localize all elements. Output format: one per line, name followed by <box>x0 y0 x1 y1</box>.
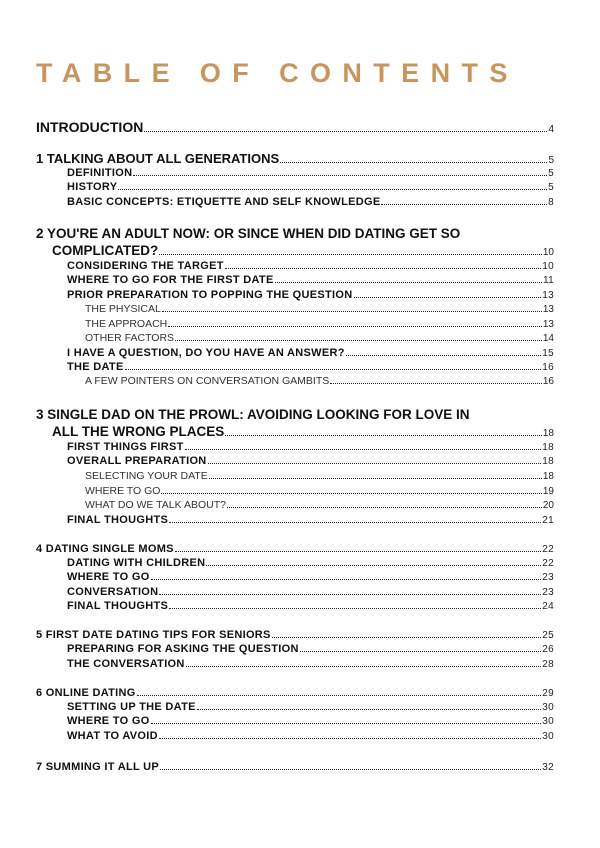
toc-entry-other-factors[interactable] <box>85 333 554 344</box>
toc-entry-label: 4 DATING SINGLE MOMS <box>36 543 174 555</box>
toc-entry-final-thoughts[interactable] <box>67 515 554 526</box>
dot-leader <box>381 204 547 205</box>
dot-leader <box>186 666 542 667</box>
dot-leader <box>159 594 541 595</box>
toc-entry-where-to-go[interactable] <box>85 486 554 497</box>
dot-leader <box>272 637 542 638</box>
toc-page-number: 10 <box>542 247 554 258</box>
dot-leader <box>300 651 542 652</box>
dot-leader <box>280 162 547 163</box>
toc-entry-few-pointers[interactable] <box>85 376 554 387</box>
dot-leader <box>227 507 542 508</box>
toc-entry-label: SELECTING YOUR DATE <box>85 470 208 482</box>
dot-leader <box>137 695 542 696</box>
toc-page-number: 18 <box>542 428 554 439</box>
toc-entry-label: INTRODUCTION <box>36 119 144 135</box>
toc-page-number: 18 <box>542 442 554 453</box>
toc-entry-label: WHERE TO GO FOR THE FIRST DATE <box>67 274 274 286</box>
dot-leader <box>275 282 542 283</box>
dot-leader <box>125 369 542 370</box>
toc-entry-chapter-5[interactable] <box>36 630 554 641</box>
toc-page-number: 18 <box>542 456 554 467</box>
dot-leader <box>175 340 542 341</box>
toc-entry-final-thoughts[interactable] <box>67 601 554 612</box>
toc-page-number: 18 <box>542 471 554 482</box>
toc-entry-chapter-7[interactable] <box>36 762 554 773</box>
dot-leader <box>209 478 542 479</box>
toc-entry-label: A FEW POINTERS ON CONVERSATION GAMBITS <box>85 375 330 387</box>
dot-leader <box>144 131 547 132</box>
toc-page-number: 32 <box>542 762 554 773</box>
dot-leader <box>354 297 542 298</box>
toc-entry-label: CONVERSATION <box>67 586 159 598</box>
toc-page-number: 16 <box>542 376 554 387</box>
toc-entry-dating-with-children[interactable] <box>67 558 554 569</box>
toc-entry-conversation[interactable] <box>67 587 554 598</box>
toc-page-number: 15 <box>542 348 554 359</box>
toc-entry-the-physical[interactable] <box>85 304 554 315</box>
toc-page-number: 24 <box>542 601 554 612</box>
toc-entry-label: WHERE TO GO <box>67 715 150 727</box>
toc-page-number: 10 <box>542 261 554 272</box>
toc-entry-label: WHERE TO GO <box>85 485 161 497</box>
toc-entry-where-to-go[interactable] <box>67 716 554 727</box>
toc-entry-label: FINAL THOUGHTS <box>67 514 169 526</box>
toc-entry-the-approach[interactable] <box>85 319 554 330</box>
toc-entry-setting-up-the-date[interactable] <box>67 702 554 713</box>
dot-leader <box>159 738 541 739</box>
toc-page-number: 23 <box>542 572 554 583</box>
toc-entry-definition[interactable] <box>67 168 554 179</box>
toc-entry-where-to-go[interactable] <box>67 572 554 583</box>
toc-page-number: 4 <box>548 124 554 135</box>
toc-page-number: 13 <box>542 290 554 301</box>
toc-chapter-2-heading-line: 2 YOU'RE AN ADULT NOW: OR SINCE WHEN DID DATING GET SO <box>36 226 461 241</box>
toc-entry-considering-target[interactable] <box>67 261 554 272</box>
dot-leader <box>162 311 542 312</box>
toc-page-number: 11 <box>543 275 554 286</box>
toc-entry-what-to-avoid[interactable] <box>67 731 554 742</box>
dot-leader <box>168 326 542 327</box>
dot-leader <box>225 435 542 436</box>
toc-page-number: 26 <box>542 644 554 655</box>
dot-leader <box>330 383 542 384</box>
toc-entry-label: FIRST THINGS FIRST <box>67 441 184 453</box>
toc-entry-preparing-for-asking[interactable] <box>67 644 554 655</box>
toc-entry-label: WHAT DO WE TALK ABOUT? <box>85 499 226 511</box>
toc-page-number: 28 <box>542 659 554 670</box>
toc-entry-chapter-4[interactable] <box>36 544 554 555</box>
toc-page-number: 25 <box>542 630 554 641</box>
toc-entry-label: CONSIDERING THE TARGET <box>67 260 224 272</box>
toc-page-number: 5 <box>548 168 554 179</box>
toc-entry-label: DEFINITION <box>67 167 133 179</box>
dot-leader <box>175 551 541 552</box>
toc-entry-label: WHERE TO GO <box>67 571 150 583</box>
toc-entry-label: I HAVE A QUESTION, DO YOU HAVE AN ANSWER? <box>67 347 345 359</box>
dot-leader <box>159 254 542 255</box>
toc-entry-selecting-your-date[interactable] <box>85 471 554 482</box>
toc-entry-label: PREPARING FOR ASKING THE QUESTION <box>67 643 299 655</box>
toc-entry-first-things-first[interactable] <box>67 442 554 453</box>
toc-entry-chapter-1[interactable] <box>36 152 554 166</box>
toc-entry-label: THE PHYSICAL <box>85 303 161 315</box>
toc-entry-the-conversation[interactable] <box>67 659 554 670</box>
toc-entry-label: FINAL THOUGHTS <box>67 600 169 612</box>
toc-page-number: 13 <box>542 304 554 315</box>
dot-leader <box>225 268 542 269</box>
toc-page-number: 30 <box>542 702 554 713</box>
toc-page-number: 20 <box>542 500 554 511</box>
toc-entry-label: SETTING UP THE DATE <box>67 701 196 713</box>
dot-leader <box>133 175 547 176</box>
dot-leader <box>161 493 541 494</box>
toc-page-number: 22 <box>542 544 554 555</box>
toc-page-number: 5 <box>548 182 554 193</box>
toc-entry-label: HISTORY <box>67 181 118 193</box>
dot-leader <box>197 709 542 710</box>
toc-entry-label: ALL THE WRONG PLACES <box>52 424 225 439</box>
dot-leader <box>346 355 542 356</box>
toc-entry-have-a-question[interactable] <box>67 348 554 359</box>
toc-entry-chapter-2[interactable] <box>52 244 554 258</box>
toc-entry-prior-preparation[interactable] <box>67 290 554 301</box>
dot-leader <box>206 565 541 566</box>
toc-page-number: 30 <box>542 716 554 727</box>
toc-page-number: 14 <box>542 333 554 344</box>
toc-entry-history[interactable] <box>67 182 554 193</box>
dot-leader <box>118 189 547 190</box>
dot-leader <box>169 522 541 523</box>
toc-entry-label: OTHER FACTORS <box>85 332 175 344</box>
toc-entry-where-first-date[interactable] <box>67 275 554 286</box>
toc-page-number: 8 <box>548 197 554 208</box>
toc-page-number: 23 <box>542 587 554 598</box>
toc-page-number: 30 <box>542 731 554 742</box>
toc-entry-basic-concepts[interactable] <box>67 197 554 208</box>
toc-chapter-3-heading-line: 3 SINGLE DAD ON THE PROWL: AVOIDING LOOKING FOR LOVE IN <box>36 407 470 422</box>
toc-page-number: 21 <box>542 515 554 526</box>
toc-entry-what-do-we-talk-about[interactable] <box>85 500 554 511</box>
toc-entry-label: BASIC CONCEPTS: ETIQUETTE AND SELF KNOWLEDGE <box>67 196 381 208</box>
toc-entry-label: THE DATE <box>67 361 124 373</box>
toc-page-number: 16 <box>542 362 554 373</box>
toc-entry-label: 1 TALKING ABOUT ALL GENERATIONS <box>36 151 280 166</box>
toc-entry-label: 6 ONLINE DATING <box>36 687 136 699</box>
toc-entry-label: COMPLICATED? <box>52 243 159 258</box>
toc-entry-introduction[interactable] <box>36 120 554 135</box>
toc-page-number: 13 <box>542 319 554 330</box>
dot-leader <box>151 723 542 724</box>
toc-entry-chapter-3[interactable] <box>52 425 554 439</box>
toc-entry-label: PRIOR PREPARATION TO POPPING THE QUESTION <box>67 289 353 301</box>
toc-page-number: 5 <box>548 155 554 166</box>
toc-entry-label: 5 FIRST DATE DATING TIPS FOR SENIORS <box>36 629 271 641</box>
toc-page-number: 22 <box>542 558 554 569</box>
toc-page-number: 19 <box>542 486 554 497</box>
dot-leader <box>151 579 542 580</box>
toc-entry-the-date[interactable] <box>67 362 554 373</box>
toc-entry-label: 7 SUMMING IT ALL UP <box>36 761 160 773</box>
toc-entry-chapter-6[interactable] <box>36 688 554 699</box>
toc-entry-label: DATING WITH CHILDREN <box>67 557 206 569</box>
toc-page-number: 29 <box>542 688 554 699</box>
toc-entry-label: THE APPROACH <box>85 318 168 330</box>
page-title: TABLE OF CONTENTS <box>36 58 519 88</box>
dot-leader <box>169 608 541 609</box>
dot-leader <box>160 769 541 770</box>
dot-leader <box>185 449 542 450</box>
toc-entry-overall-preparation[interactable] <box>67 456 554 467</box>
toc-entry-label: THE CONVERSATION <box>67 658 185 670</box>
toc-entry-label: WHAT TO AVOID <box>67 730 158 742</box>
toc-entry-label: OVERALL PREPARATION <box>67 455 207 467</box>
dot-leader <box>208 463 542 464</box>
